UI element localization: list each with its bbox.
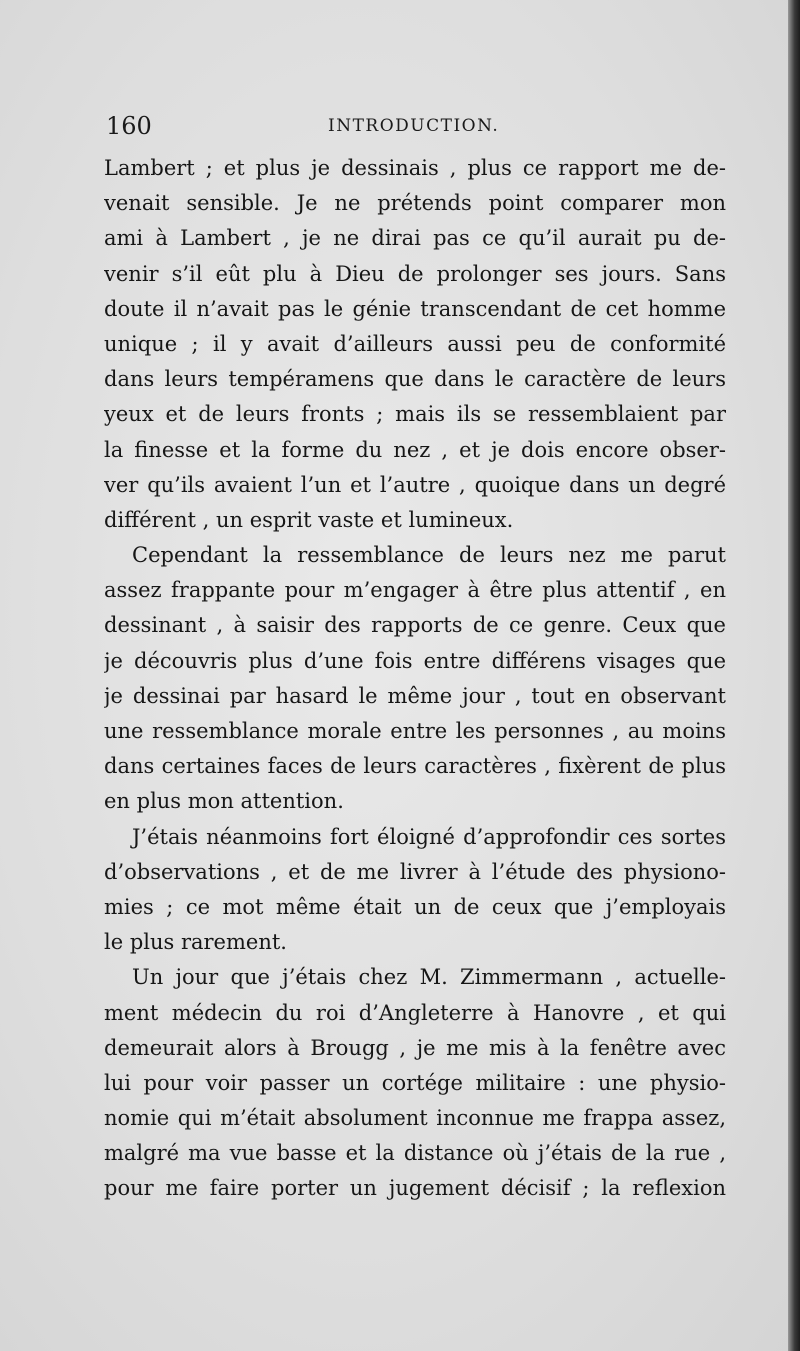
text-line: lui pour voir passer un cortége militaire : une physio-: [104, 1070, 726, 1095]
text-line: Cependant la ressemblance de leurs nez me parut: [132, 543, 726, 568]
text-line: dessinant , à saisir des rapports de ce genre. Ceux que: [104, 613, 726, 638]
text-line: nomie qui m’était absolument inconnue me frappa assez,: [104, 1106, 726, 1131]
text-line: en plus mon attention.: [104, 789, 344, 814]
text-line: pour me faire porter un jugement décisif ; la reflexion: [104, 1176, 726, 1201]
text-line: différent , un esprit vaste et lumineux.: [104, 507, 514, 532]
text-line: venait sensible. Je ne prétends point comparer mon: [104, 191, 726, 216]
text-line: malgré ma vue basse et la distance où j’étais de la rue ,: [104, 1141, 726, 1166]
text-line: je dessinai par hasard le même jour , tout en observant: [104, 683, 726, 708]
page-header: [106, 108, 526, 148]
text-line: ver qu’ils avaient l’un et l’autre , quoique dans un degré: [104, 472, 726, 497]
text-line: le plus rarement.: [104, 930, 287, 955]
text-line: ment médecin du roi d’Angleterre à Hanovre , et qui: [104, 1000, 726, 1025]
text-line: une ressemblance morale entre les personnes , au moins: [104, 719, 726, 743]
text-line: Lambert ; et plus je dessinais , plus ce rapport me de-: [104, 156, 726, 180]
text-line: J’étais néanmoins fort éloigné d’approfondir ces sortes: [132, 824, 726, 849]
text-line: d’observations , et de me livrer à l’étude des physiono-: [104, 859, 726, 884]
text-line: je découvris plus d’une fois entre différens visages que: [104, 648, 726, 673]
page-number: 160: [106, 112, 152, 140]
text-line: doute il n’avait pas le génie transcendant de cet homme: [104, 296, 726, 321]
text-line: venir s’il eût plu à Dieu de prolonger ses jours. Sans: [104, 261, 726, 286]
text-line: ami à Lambert , je ne dirai pas ce qu’il aurait pu de-: [104, 226, 726, 251]
text-line: la finesse et la forme du nez , et je dois encore obser-: [104, 437, 726, 462]
text-line: Un jour que j’étais chez M. Zimmermann , actuelle-: [132, 965, 726, 990]
running-head: INTRODUCTION.: [328, 116, 500, 136]
text-line: dans certaines faces de leurs caractères , fixèrent de plus: [104, 754, 726, 779]
text-line: unique ; il y avait d’ailleurs aussi peu de conformité: [104, 331, 726, 356]
text-line: demeurait alors à Brougg , je me mis à la fenêtre avec: [104, 1035, 726, 1060]
body-text: [104, 151, 726, 1207]
text-line: mies ; ce mot même était un de ceux que j’employais: [104, 894, 726, 919]
text-line: assez frappante pour m’engager à être plus attentif , en: [104, 578, 726, 603]
text-line: dans leurs tempéramens que dans le caractère de leurs: [104, 367, 726, 392]
text-line: yeux et de leurs fronts ; mais ils se ressemblaient par: [104, 402, 726, 427]
page-edge-shadow: [788, 0, 800, 1351]
